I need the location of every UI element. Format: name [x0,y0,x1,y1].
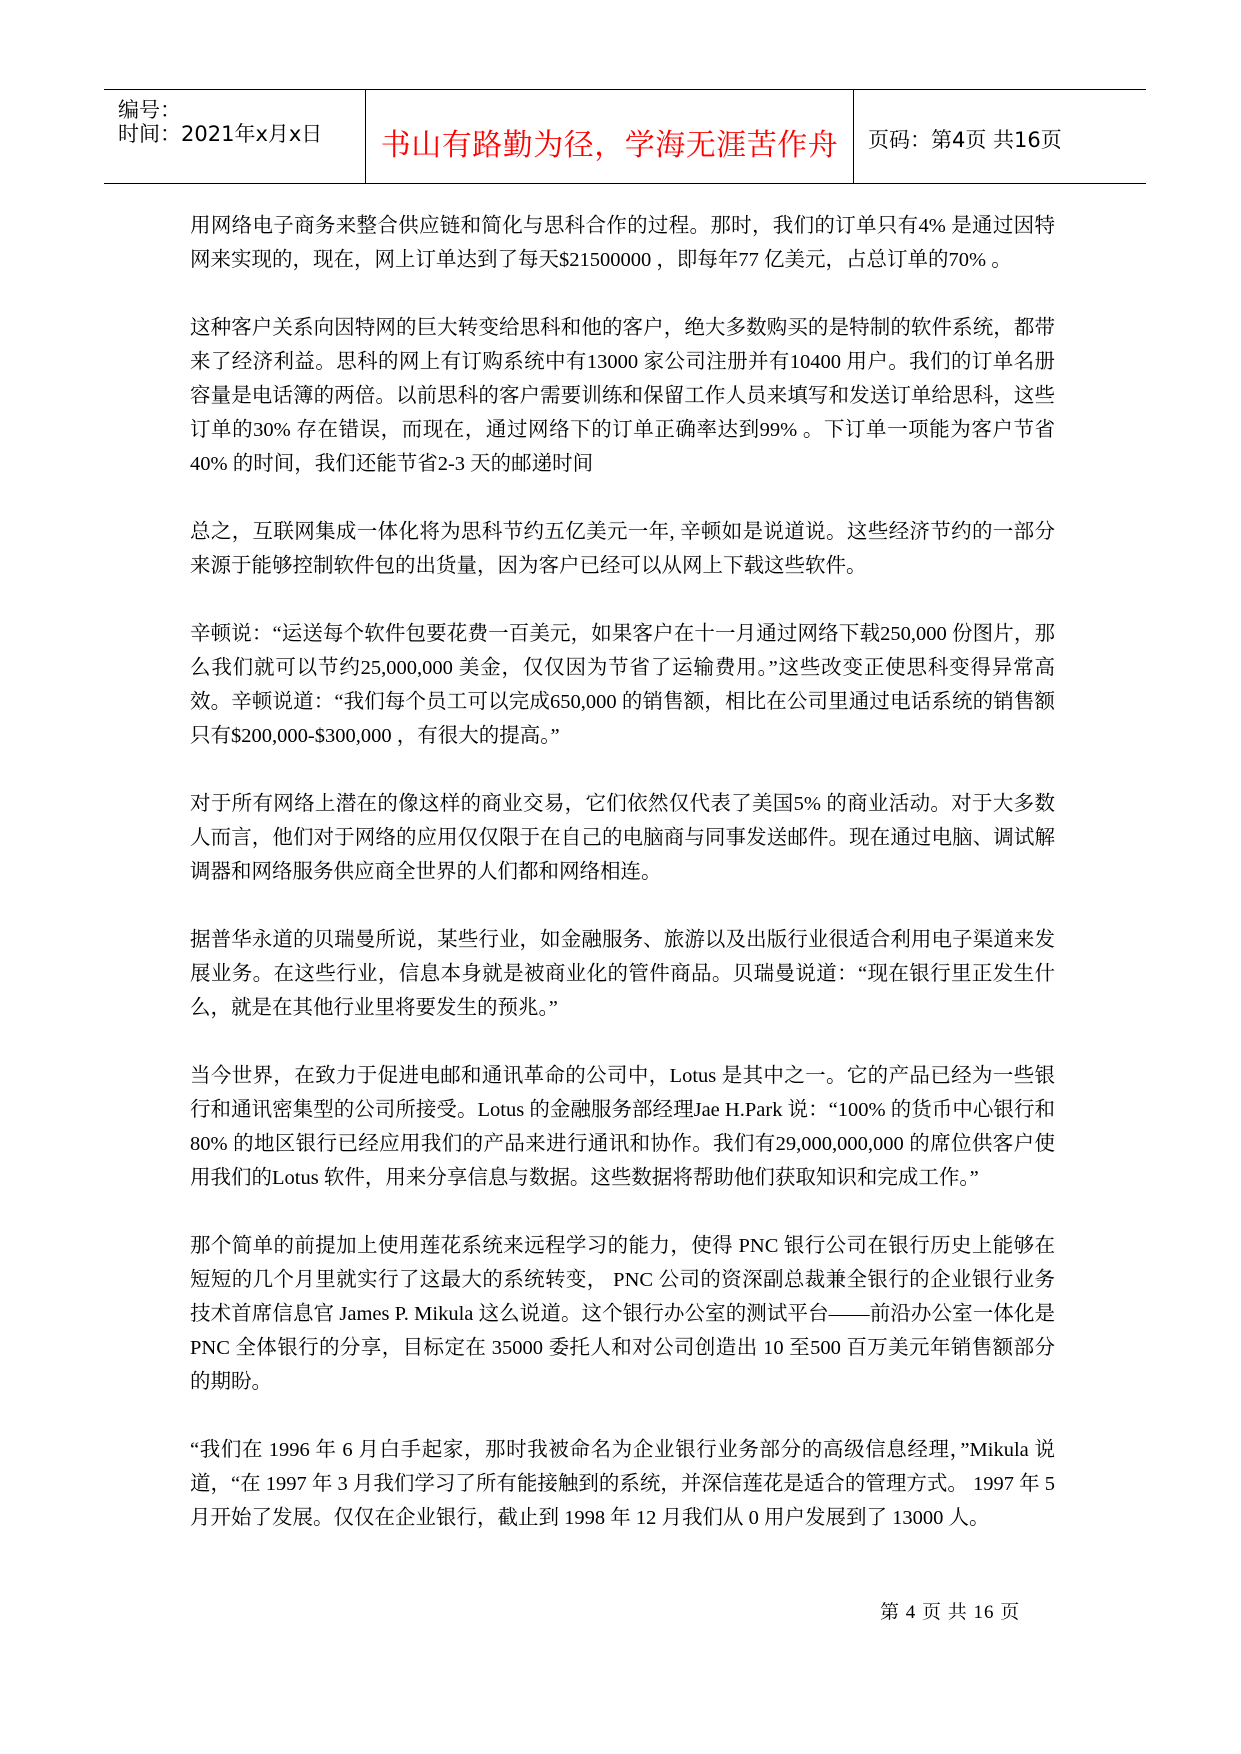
date-label: 时间：2021年x月x日 [118,122,323,146]
page-header [104,89,1146,184]
header-motto: 书山有路勤为径，学海无涯苦作舟 [380,128,839,163]
document-body [190,209,1055,1569]
paragraph-8: 那个简单的前提加上使用莲花系统来远程学习的能力，使得 PNC 银行公司在银行历史上能够在短短的几个月里就实行了这最大的系统转变， PNC 公司的资深副总裁兼全银行的企业银行业务技术首席信息官 James P. Mikula 这么说道。这个银行办公室的测试平台——前沿办公室一体化是 PNC 全体银行的分享，目标定在 35000 委托人和对公司创造出 10 至500 百万美元年销售额部分的期盼。 [190,1235,1055,1393]
paragraph-9: “我们在 1996 年 6 月白手起家，那时我被命名为企业银行业务部分的高级信息经理，”Mikula 说道，“在 1997 年 3 月我们学习了所有能接触到的系统，并深信莲花是适合的管理方式。 1997 年 5 月开始了发展。仅仅在企业银行，截止到 1998 年 12 月我们从 0 用户发展到了 13000 人。 [190,1439,1055,1529]
paragraph-2: 这种客户关系向因特网的巨大转变给思科和他的客户，绝大多数购买的是特制的软件系统，都带来了经济利益。思科的网上有订购系统中有13000 家公司注册并有10400 用户。我们的订单名册容量是电话簿的两倍。以前思科的客户需要训练和保留工作人员来填写和发送订单给思科，这些订单的30% 存在错误，而现在，通过网络下的订单正确率达到99% 。下订单一项能为客户节省40% 的时间，我们还能节省2-3 天的邮递时间 [190,317,1055,475]
header-right-cell [854,90,1146,183]
paragraph-5: 对于所有网络上潜在的像这样的商业交易，它们依然仅代表了美国5% 的商业活动。对于大多数人而言，他们对于网络的应用仅仅限于在自己的电脑商与同事发送邮件。现在通过电脑、调试解调器和网络服务供应商全世界的人们都和网络相连。 [190,793,1055,883]
paragraph-4: 辛顿说：“运送每个软件包要花费一百美元，如果客户在十一月通过网络下载250,000 份图片，那么我们就可以节约25,000,000 美金，仅仅因为节省了运输费用。”这些改变正使思科变得异常高效。辛顿说道：“我们每个员工可以完成650,000 的销售额，相比在公司里通过电话系统的销售额只有$200,000-$300,000 ，有很大的提高。” [190,623,1055,747]
page-footer: 第 4 页 共 16 页 [880,1602,1021,1623]
header-page-number: 页码：第4页 共16页 [868,128,1062,152]
header-left-cell [104,90,366,183]
paragraph-6: 据普华永道的贝瑞曼所说，某些行业，如金融服务、旅游以及出版行业很适合利用电子渠道来发展业务。在这些行业，信息本身就是被商业化的管件商品。贝瑞曼说道：“现在银行里正发生什么，就是在其他行业里将要发生的预兆。” [190,929,1055,1019]
header-middle-cell [366,90,854,183]
paragraph-1: 用网络电子商务来整合供应链和简化与思科合作的过程。那时，我们的订单只有4% 是通过因特网来实现的，现在，网上订单达到了每天$21500000 ，即每年77 亿美元，占总订单的70% 。 [190,215,1055,271]
paragraph-3: 总之，互联网集成一体化将为思科节约五亿美元一年, 辛顿如是说道说。这些经济节约的一部分来源于能够控制软件包的出货量，因为客户已经可以从网上下载这些软件。 [190,521,1055,577]
serial-number-label: 编号： [118,98,181,122]
paragraph-7: 当今世界，在致力于促进电邮和通讯革命的公司中，Lotus 是其中之一。它的产品已经为一些银行和通讯密集型的公司所接受。Lotus 的金融服务部经理Jae H.Park 说：“100% 的货币中心银行和80% 的地区银行已经应用我们的产品来进行通讯和协作。我们有29,000,000,000 的席位供客户使用我们的Lotus 软件，用来分享信息与数据。这些数据将帮助他们获取知识和完成工作。” [190,1065,1055,1189]
